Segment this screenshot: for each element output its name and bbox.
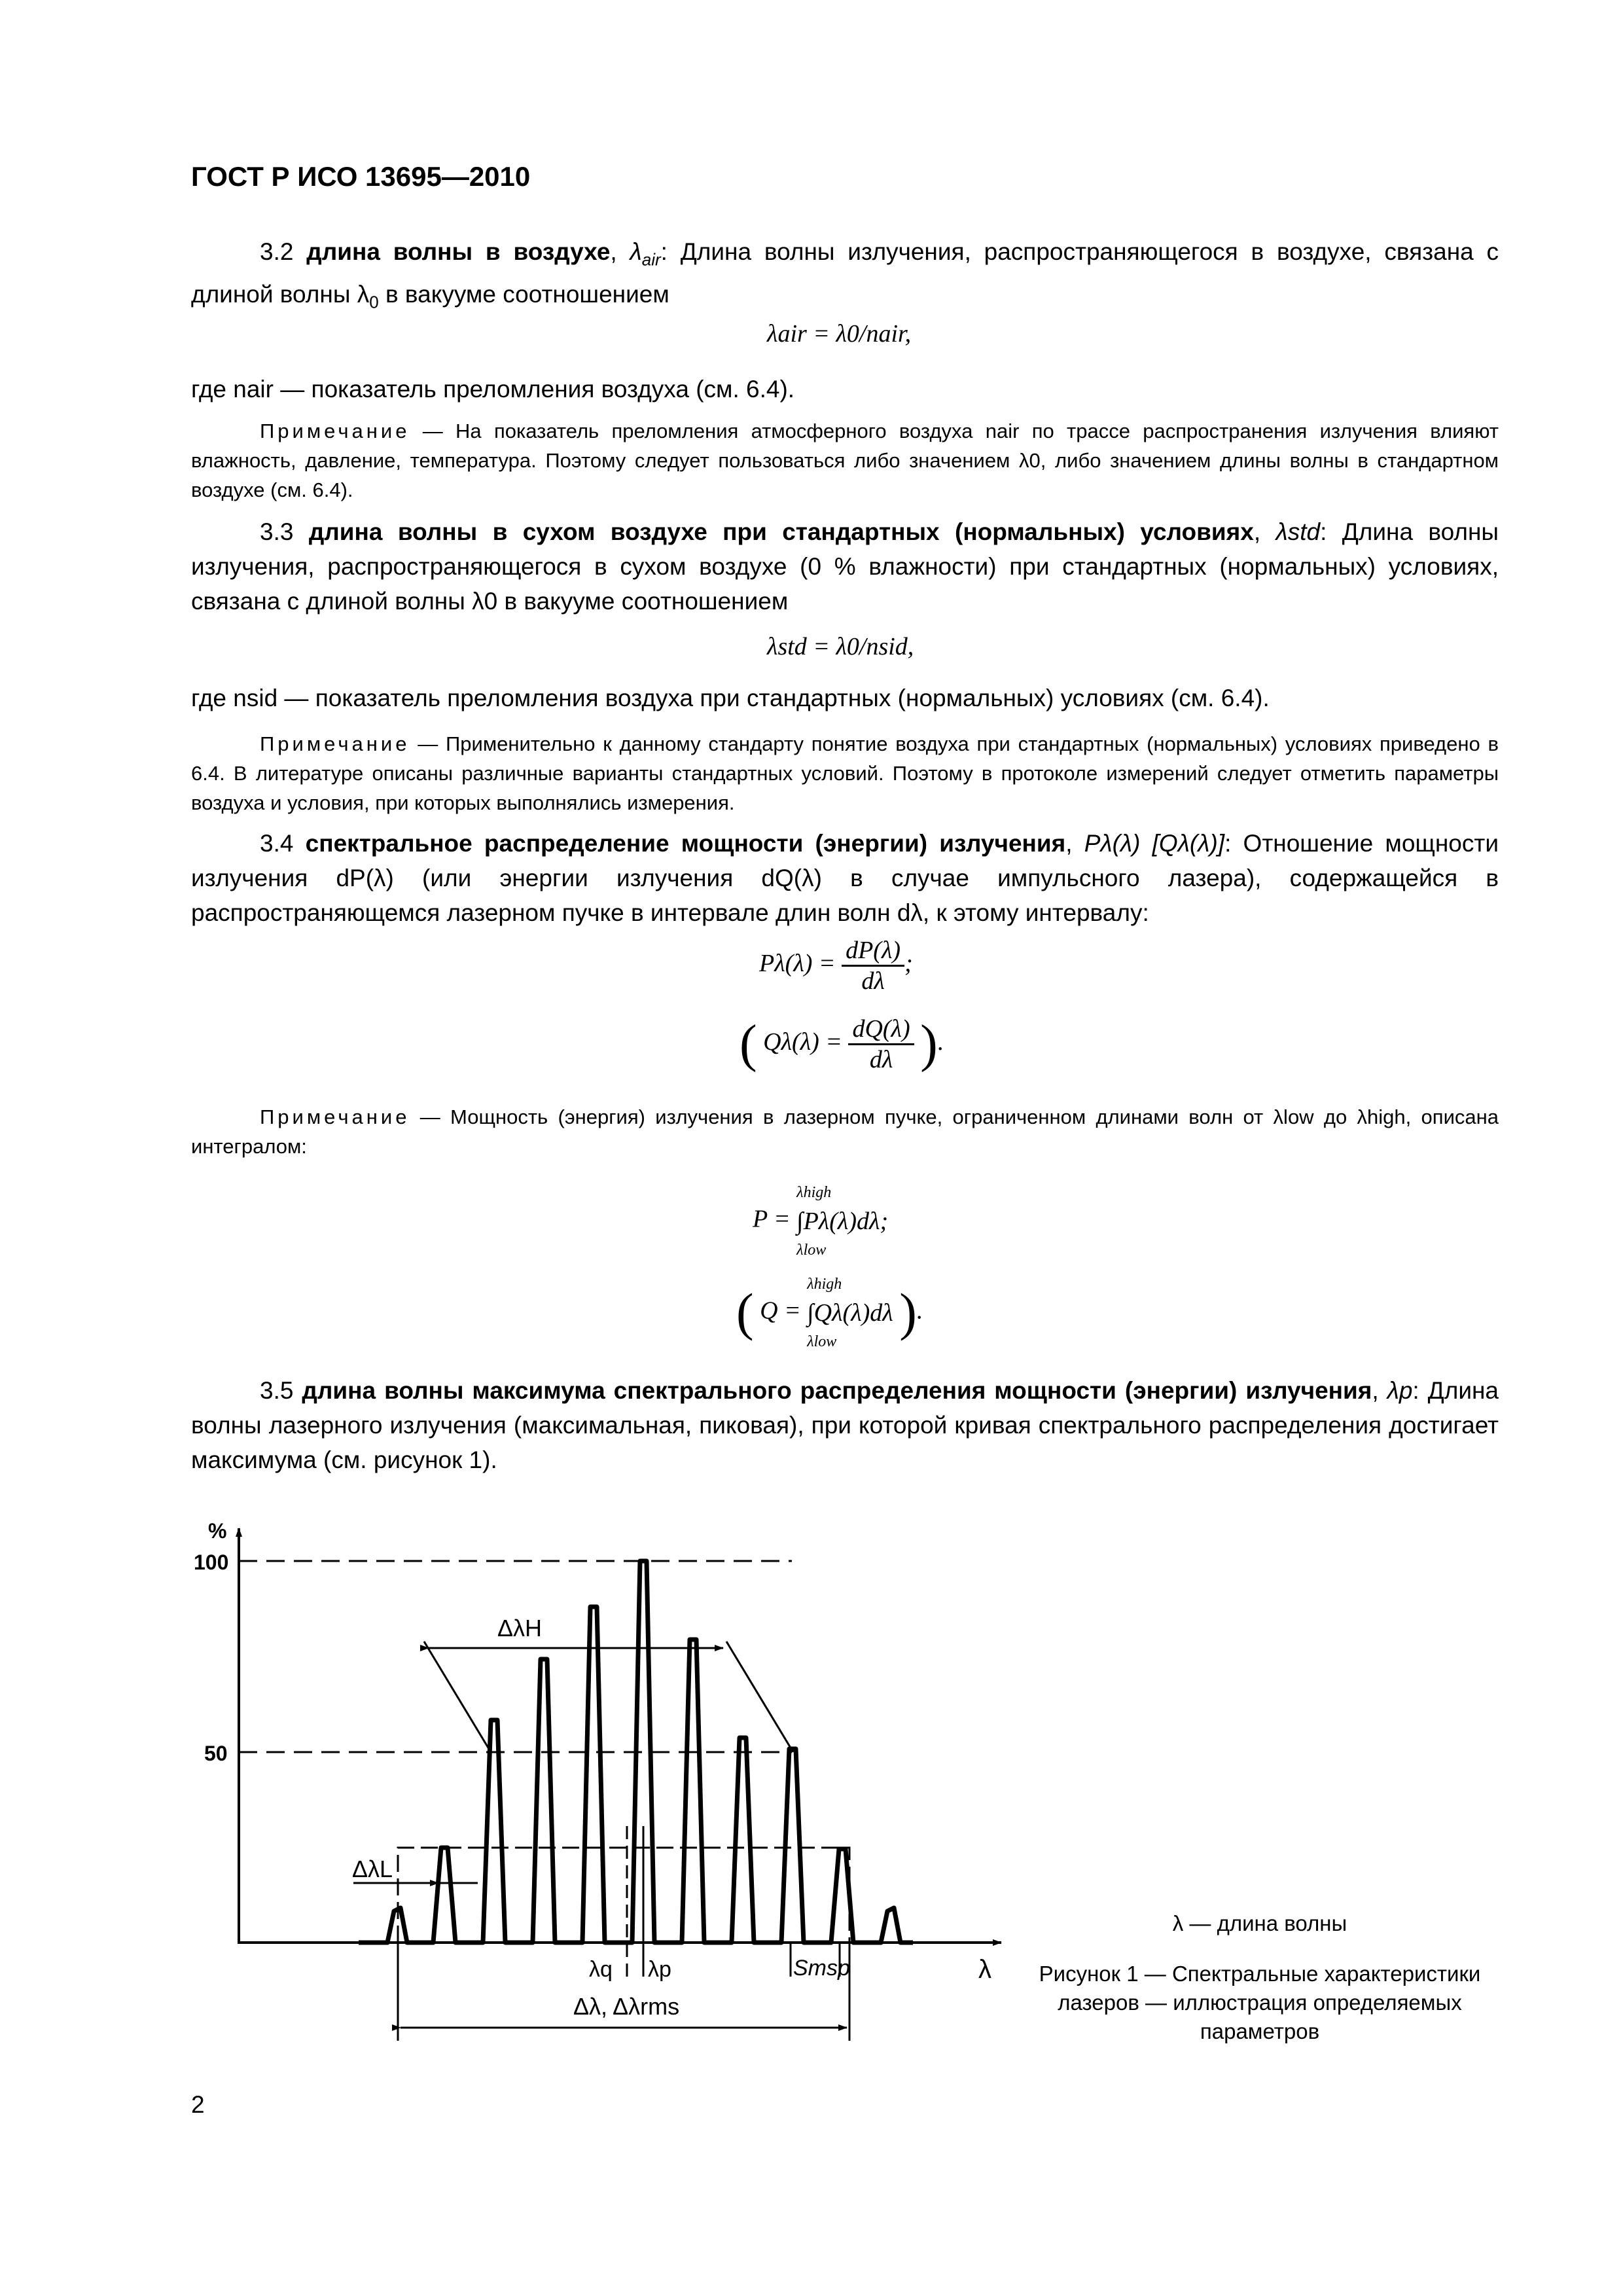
figure-legend: λ — длина волны	[1172, 1911, 1347, 1935]
delta-lambda-rms-label: Δλ, Δλrms	[573, 1993, 680, 2020]
formula-lambda-std: λstd = λ0/nsid,	[767, 633, 914, 660]
delta-lambda-h-label: ΔλH	[497, 1615, 543, 1641]
delta-lambda-h-left-leader	[424, 1641, 491, 1752]
figure-caption: Рисунок 1 — Спектральные характеристики лазеров — иллюстрация определяемых параметров	[1039, 1962, 1481, 2043]
note-3-4: Примечание — Мощность (энергия) излучения в лазерном пучке, ограниченном длинами волн от λlow до λhigh, описана интегралом:	[191, 1105, 1499, 1158]
document-header: ГОСТ Р ИСО 13695—2010	[191, 161, 531, 192]
lambda-p-label: λp	[648, 1957, 671, 1982]
formula-lambda-air: λair = λ0/nair,	[767, 320, 912, 348]
section-3-4-paragraph: 3.4 спектральное распределение мощности (энергии) излучения, Pλ(λ) [Qλ(λ)]: Отношение мощности излучения dP(λ) (или энергии излучения dQ(λ) в случае импульсного лазера), содержащейся в распространяющемся лазерном пучке в интервале длин волн dλ, к этому интервалу:	[191, 830, 1499, 926]
y-tick-100: 100	[194, 1551, 229, 1574]
section-3-2-paragraph: 3.2 длина волны в воздухе, $\lambda_{air}$: Длина волны излучения, распространяющегося в воздухе, связана с длиной волны $\lambda_0$ в вакууме соотношением	[191, 238, 1499, 312]
note-3-3: Примечание — Применительно к данному стандарту понятие воздуха при стандартных (нормальных) условиях приведено в 6.4. В литературе описаны различные варианты стандартных условий. Поэтому в протоколе измерений следует отметить параметры воздуха и условия, при которых выполнялись измерения.	[191, 732, 1499, 814]
term-3-3: длина волны в сухом воздухе при стандартных (нормальных) условиях	[308, 518, 1254, 545]
delta-lambda-l-label: ΔλL	[352, 1856, 393, 1882]
y-tick-50: 50	[204, 1742, 228, 1765]
lambda-q-label: λq	[589, 1957, 613, 1982]
section-3-3-paragraph: 3.3 длина волны в сухом воздухе при стандартных (нормальных) условиях, λstd: Длина волны излучения, распространяющегося в сухом воздухе (0 % влажности) при стандартных (нормальных) условиях, связана с длиной волны λ0 в вакууме соотношением	[191, 518, 1499, 615]
y-axis-unit: %	[208, 1519, 227, 1543]
formula-q-lambda: ( Qλ(λ) = $\frac{dQ(\lambda)}{d\lambda}$ ).	[740, 1015, 944, 1073]
integral-p: P = λhigh ∫Pλ(λ)dλ; λlow	[753, 1184, 889, 1259]
page-number: 2	[191, 2091, 205, 2118]
section-3-5-paragraph: 3.5 длина волны максимума спектрального распределения мощности (энергии) излучения, λp: Длина волны лазерного излучения (максимальная, пиковая), при которой кривая спектрального распределения достигает максимума (см. рисунок 1).	[191, 1377, 1499, 1473]
delta-lambda-h-right-leader	[726, 1641, 793, 1752]
formula-p-lambda: Pλ(λ) = $\frac{dP(\lambda)}{d\lambda}$ ;	[759, 937, 913, 995]
integral-q: ( Q = λhigh ∫Qλ(λ)dλ λlow ).	[736, 1276, 923, 1350]
term-3-5: длина волны максимума спектрального распределения мощности (энергии) излучения	[302, 1377, 1372, 1404]
where-3-3: где nsid — показатель преломления воздуха при стандартных (нормальных) условиях (см. 6.4).	[191, 685, 1270, 711]
where-3-2: где nair — показатель преломления воздуха (см. 6.4).	[191, 376, 795, 403]
x-axis-label: λ	[978, 1955, 991, 1984]
term-3-2: длина волны в воздухе	[306, 238, 611, 265]
note-3-2: Примечание — На показатель преломления атмосферного воздуха nair по трассе распространения излучения влияют влажность, давление, температура. Поэтому следует пользоваться либо значением λ0, либо значением длины волны в стандартном воздухе (см. 6.4).	[191, 420, 1499, 501]
smsp-label: Smsp	[793, 1956, 850, 1981]
term-3-4: спектральное распределение мощности (энергии) излучения	[305, 830, 1066, 857]
